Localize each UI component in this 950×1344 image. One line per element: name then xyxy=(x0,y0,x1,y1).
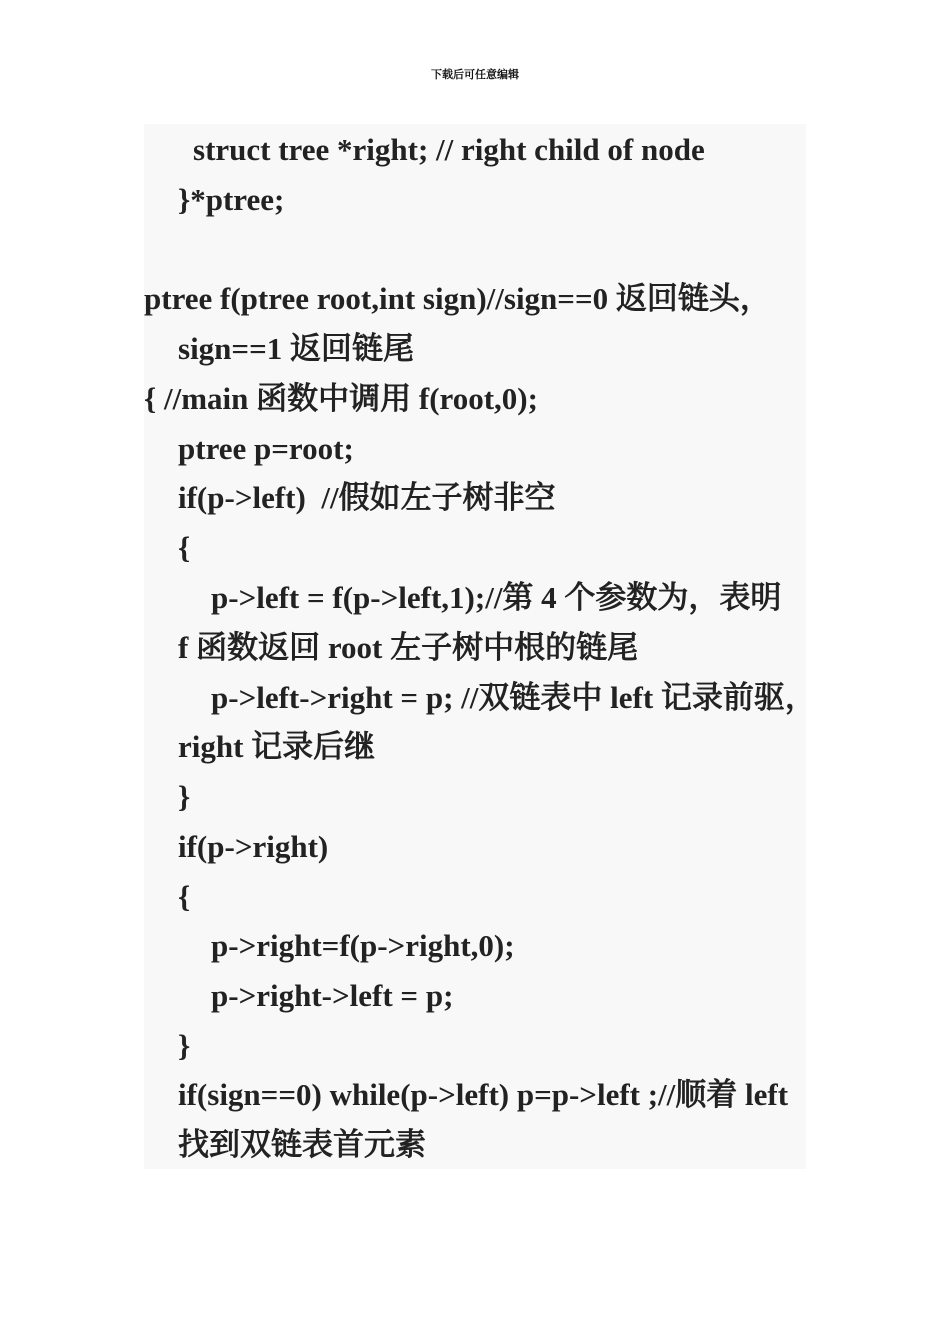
code-line: p->left = f(p->left,1);//第 4 个参数为，表明 xyxy=(211,580,782,615)
code-line: f 函数返回 root 左子树中根的链尾 xyxy=(178,630,639,665)
code-line: } xyxy=(178,1028,191,1063)
code-line: ptree f(ptree root,int sign)//sign==0 返回链头， xyxy=(144,281,771,316)
code-line: if(p->right) xyxy=(178,829,329,864)
code-line: 找到双链表首元素 xyxy=(178,1127,426,1162)
code-line: ptree p=root; xyxy=(178,431,354,466)
code-line: }*ptree; xyxy=(178,182,285,217)
page-header: 下载后可任意编辑 xyxy=(431,68,519,81)
code-block xyxy=(144,124,816,1169)
code-line: sign==1 返回链尾 xyxy=(178,331,414,366)
code-line: p->right=f(p->right,0); xyxy=(211,928,515,963)
code-line: if(p->left) //假如左子树非空 xyxy=(178,480,556,515)
code-line: struct tree *right; // right child of node xyxy=(193,132,705,167)
code-line: p->left->right = p; //双链表中 left 记录前驱， xyxy=(211,680,816,715)
code-line: } xyxy=(178,779,191,814)
code-line: right 记录后继 xyxy=(178,729,376,764)
code-line: if(sign==0) while(p->left) p=p->left ;//顺着 left xyxy=(178,1077,789,1112)
code-line: p->right->left = p; xyxy=(211,978,454,1013)
code-line: { xyxy=(178,879,191,914)
code-line: { //main 函数中调用 f(root,0); xyxy=(144,381,538,416)
code-line: { xyxy=(178,530,191,565)
